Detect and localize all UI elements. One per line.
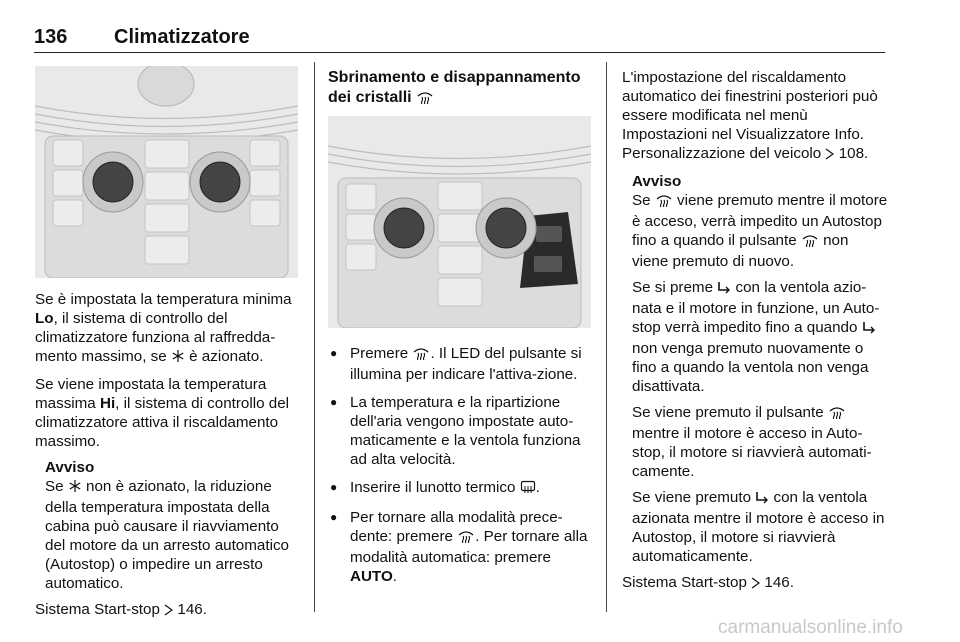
windscreen-defrost-icon — [416, 90, 434, 110]
text: mentre il motore è acceso in Auto-stop, il motore si riavvierà automati-camente. — [632, 425, 872, 480]
text: Sistema Start-stop — [35, 601, 165, 618]
floor-airflow-icon — [717, 280, 731, 299]
page-title: Climatizzatore — [114, 26, 250, 48]
text: Se è impostata la temperatura minima — [35, 291, 292, 308]
text: Inserire il lunotto termico — [350, 479, 520, 496]
note-box — [632, 172, 888, 566]
text: Se — [632, 192, 655, 209]
windscreen-defrost-icon — [457, 529, 475, 548]
column-2-list — [328, 344, 596, 595]
page-ref-arrow-icon — [751, 575, 760, 594]
text: Se si preme — [632, 279, 718, 296]
page-ref-arrow-icon — [825, 146, 834, 165]
climate-panel-drawing — [35, 66, 298, 278]
text: non è azionato, la riduzione della temperatura impostata della cabina può causare il riavviamento del motore da un arresto automatico (Autostop) o impedire un arresto automatico. — [45, 478, 289, 592]
list-item — [328, 344, 596, 384]
ac-snowflake-icon — [171, 349, 185, 368]
column-2 — [328, 68, 596, 118]
paragraph-rear-window — [622, 68, 888, 165]
note-box — [45, 458, 303, 593]
page-reference: 146. — [764, 574, 794, 591]
list-item — [328, 393, 596, 469]
text: , il sistema di controllo del climatizzatore attiva il riscaldamento massimo. — [35, 395, 290, 450]
text: con la ventola azio-nata e il motore in funzione, un Auto-stop verrà impedito fino a quando — [632, 279, 880, 336]
note-heading: Avviso — [632, 173, 682, 190]
text: con la ventola azionata mentre il motore è acceso in Autostop, il motore si riavvierà automaticamente. — [632, 489, 885, 565]
list-item — [328, 478, 596, 499]
floor-airflow-icon — [755, 490, 769, 509]
page-reference: 146. — [177, 601, 207, 618]
text: La temperatura e la ripartizione dell'aria vengono impostate auto-maticamente e la ventola funziona ad alta velocità. — [350, 394, 581, 468]
column-divider — [606, 62, 607, 612]
text: Se viene impostata la temperatura massima — [35, 376, 267, 412]
list-item — [328, 508, 596, 586]
text: Sistema Start-stop — [622, 574, 752, 591]
text: . — [392, 568, 397, 585]
text: Per tornare alla modalità prece-dente: premere — [350, 509, 563, 545]
cross-reference — [622, 573, 888, 594]
watermark: carmanualsonline.info — [718, 617, 903, 638]
lo-label: Lo — [35, 310, 54, 327]
auto-label: AUTO — [350, 568, 393, 585]
ac-snowflake-icon — [68, 479, 82, 498]
hi-label: Hi — [99, 395, 116, 412]
page-number: 136 — [34, 26, 68, 48]
note-heading: Avviso — [45, 459, 95, 476]
defrost-panel-drawing — [328, 116, 591, 328]
text: . — [535, 479, 540, 496]
column-divider — [314, 62, 315, 612]
climate-panel-illustration — [35, 66, 298, 278]
windscreen-defrost-icon — [801, 233, 819, 252]
bullet-list — [328, 344, 596, 586]
defrost-panel-illustration — [328, 116, 591, 328]
text: è azionato. — [184, 348, 264, 365]
page-header — [34, 20, 885, 53]
paragraph-hi — [35, 375, 303, 451]
text: Se viene premuto — [632, 489, 756, 506]
text: . Per tornare alla modalità automatica: premere — [350, 528, 588, 566]
rear-window-heater-icon — [520, 480, 536, 499]
section-heading — [328, 68, 596, 110]
floor-airflow-icon — [862, 320, 876, 339]
paragraph-lo — [35, 290, 303, 368]
text: . Il LED del pulsante si illumina per indicare l'attiva-zione. — [350, 345, 582, 383]
text: Se — [45, 478, 68, 495]
column-1 — [35, 290, 303, 628]
windscreen-defrost-icon — [412, 346, 430, 365]
windscreen-defrost-icon — [655, 193, 673, 212]
column-3 — [622, 68, 888, 601]
text: Sbrinamento e disappannamento dei cristalli — [328, 69, 581, 106]
text: , il sistema di controllo del climatizzatore funziona al raffredda-mento massimo, se — [35, 310, 276, 365]
text: non venga premuto nuovamente o fino a quando la ventola non venga disattivata. — [632, 340, 869, 395]
page-reference: 108. — [838, 145, 869, 162]
text: L'impostazione del riscaldamento automatico dei finestrini posteriori può essere modificata nel menù Impostazioni nel Visualizzatore Info. Personalizzazione del veicolo — [622, 69, 878, 162]
page-ref-arrow-icon — [164, 602, 173, 621]
text: non viene premuto di nuovo. — [632, 232, 849, 270]
text: Premere — [350, 345, 413, 362]
windscreen-defrost-icon — [828, 405, 846, 424]
text: Se viene premuto il pulsante — [632, 404, 828, 421]
text: viene premuto mentre il motore è acceso, verrà impedito un Autostop fino a quando il pulsante — [632, 192, 888, 249]
cross-reference — [35, 600, 303, 621]
